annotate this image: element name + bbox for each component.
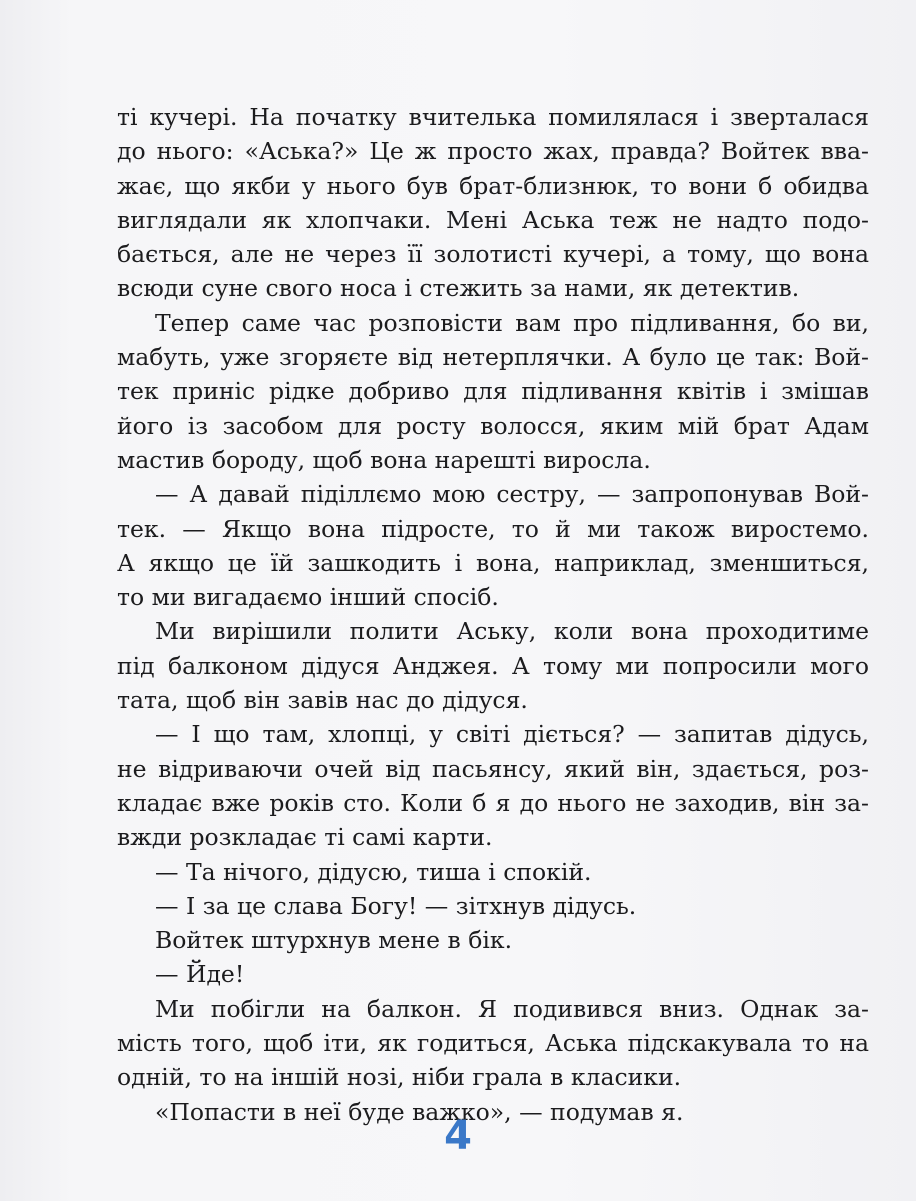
- paragraph: [117, 923, 869, 957]
- text-line: до нього: «Аська?» Це ж просто жах, правда? Войтек вва-: [117, 137, 869, 166]
- text-line: — Та нічого, дідусю, тиша і спокій.: [155, 857, 592, 886]
- text-line: — І за це слава Богу! — зітхнув дідусь.: [155, 891, 637, 920]
- text-line: мабуть, уже згоряєте від нетерплячки. А було це так: Вой-: [117, 343, 869, 372]
- text-line: — Йде!: [155, 960, 245, 989]
- page-number: 4: [444, 1113, 472, 1159]
- text-line: тата, щоб він завів нас до дідуся.: [117, 686, 528, 715]
- text-line: вжди розкладає ті самі карти.: [117, 823, 493, 852]
- text-line: під балконом дідуся Анджея. А тому ми попросили мого: [117, 651, 869, 680]
- text-line: бається, але не через її золотисті кучері, а тому, що вона: [117, 240, 869, 269]
- text-line: його із засобом для росту волосся, яким мій брат Адам: [117, 411, 869, 440]
- paragraph: [117, 477, 869, 614]
- paragraph: [117, 614, 869, 717]
- text-line: — А давай піділлємо мою сестру, — запропонував Вой-: [155, 480, 869, 509]
- text-line: одній, то на іншій нозі, ніби грала в класики.: [117, 1063, 682, 1092]
- text-line: — І що там, хлопці, у світі діється? — запитав дідусь,: [155, 720, 869, 749]
- paragraph: [117, 717, 869, 854]
- text-line: виглядали як хлопчаки. Мені Аська теж не надто подо-: [117, 205, 869, 234]
- text-line: мастив бороду, щоб вона нарешті виросла.: [117, 445, 651, 474]
- paragraph: [117, 306, 869, 477]
- text-line: всюди суне свого носа і стежить за нами, як детектив.: [117, 274, 800, 303]
- text-line: Войтек штурхнув мене в бік.: [155, 926, 513, 955]
- paragraph: [117, 100, 869, 306]
- text-line: тек приніс рідке добриво для підливання квітів і змішав: [117, 377, 869, 406]
- text-line: жає, що якби у нього був брат-близнюк, то вони б обидва: [117, 171, 869, 200]
- text-line: тек. — Якщо вона підросте, то й ми також виростемо.: [117, 514, 869, 543]
- text-line: мість того, щоб іти, як годиться, Аська підскакувала то на: [117, 1029, 869, 1058]
- text-line: «Попасти в неї буде важко», — подумав я.: [155, 1097, 684, 1126]
- body-text: [117, 100, 869, 1129]
- text-line: Тепер саме час розповісти вам про підливання, бо ви,: [155, 308, 869, 337]
- text-line: ті кучері. На початку вчителька помилялася і зверталася: [117, 103, 869, 131]
- paragraph: [117, 889, 869, 923]
- text-line: то ми вигадаємо інший спосіб.: [117, 583, 499, 612]
- text-line: кладає вже років сто. Коли б я до нього не заходив, він за-: [117, 788, 869, 817]
- text-line: А якщо це їй зашкодить і вона, наприклад, зменшиться,: [117, 548, 869, 577]
- text-line: Ми вирішили полити Аську, коли вона проходитиме: [155, 617, 869, 646]
- text-line: не відриваючи очей від пасьянсу, який він, здається, роз-: [117, 754, 869, 783]
- paragraph: [117, 957, 869, 991]
- paragraph: [117, 992, 869, 1095]
- paragraph: [117, 855, 869, 889]
- text-line: Ми побігли на балкон. Я подивився вниз. Однак за-: [155, 994, 869, 1023]
